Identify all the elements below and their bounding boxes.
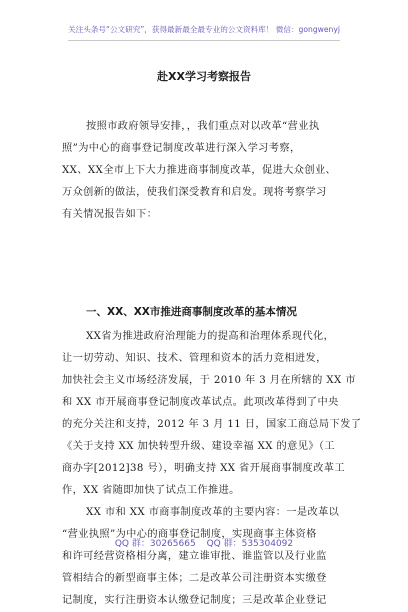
text-line: 万众创新的做法，使我们深受教育和启发。现将考察学习	[62, 187, 327, 198]
text-line: 照”为中心的商事登记制度改革进行深入学习考察，	[62, 143, 301, 154]
text-line: 管相结合的新型商事主体；二是改革公司注册资本实缴登	[62, 573, 327, 584]
header-banner: 关注头条号“公文研究”，获得最新最全最专业的公文资料库！ 微信：gongwenyj	[68, 25, 340, 34]
text-line: 和 XX 市开展商事登记制度改革试点。此项改革得到了中央	[62, 397, 339, 408]
text-line: XX省为推进政府治理能力的提高和治理体系现代化，	[86, 331, 335, 342]
intro-paragraph	[62, 116, 346, 226]
text-line: 商办字[2012]38 号），明确支持 XX 省开展商事制度改革工	[62, 463, 345, 474]
text-line: 的充分关注和支持，2012 年 3 月 11 日，国家工商总局下发了	[62, 419, 362, 430]
text-line: XX 市和 XX 市商事制度改革的主要内容：一是改革以	[86, 507, 340, 518]
header-divider	[68, 40, 340, 41]
document-title: 赴XX学习考察报告	[157, 70, 251, 83]
text-line: XX、XX全市上下大力推进商事制度改革，促进大众创业、	[62, 165, 337, 176]
footer-contact	[0, 536, 408, 549]
text-line: 加快社会主义市场经济发展，于 2010 年 3 月在所辖的 XX 市	[62, 375, 356, 386]
section-paragraph-1	[62, 326, 362, 502]
text-line: “营业执照”为中心的商事登记制度，实现商事主体资格	[62, 529, 317, 540]
text-line: 作，XX 省随即加快了试点工作推进。	[62, 485, 240, 496]
text-line: 让一切劳动、知识、技术、管理和资本的活力竞相迸发，	[62, 353, 327, 364]
qq-group-1: QQ 群：30265665	[114, 539, 196, 549]
qq-group-2: QQ 群：535304092	[206, 539, 294, 549]
text-line: 有关情况报告如下：	[62, 209, 158, 220]
text-line: 《关于支持 XX 加快转型升级、建设幸福 XX 的意见》（工	[62, 441, 335, 452]
text-line: 记制度，实行注册资本认缴登记制度；三是改革企业登记	[62, 595, 327, 606]
text-line: 按照市政府领导安排，，我们重点对以改革“营业执	[86, 121, 320, 132]
section-heading: 一、XX、XX市推进商事制度改革的基本情况	[86, 306, 297, 318]
text-line: 和许可经营资格相分离，建立谁审批、谁监管以及行业监	[62, 551, 327, 562]
